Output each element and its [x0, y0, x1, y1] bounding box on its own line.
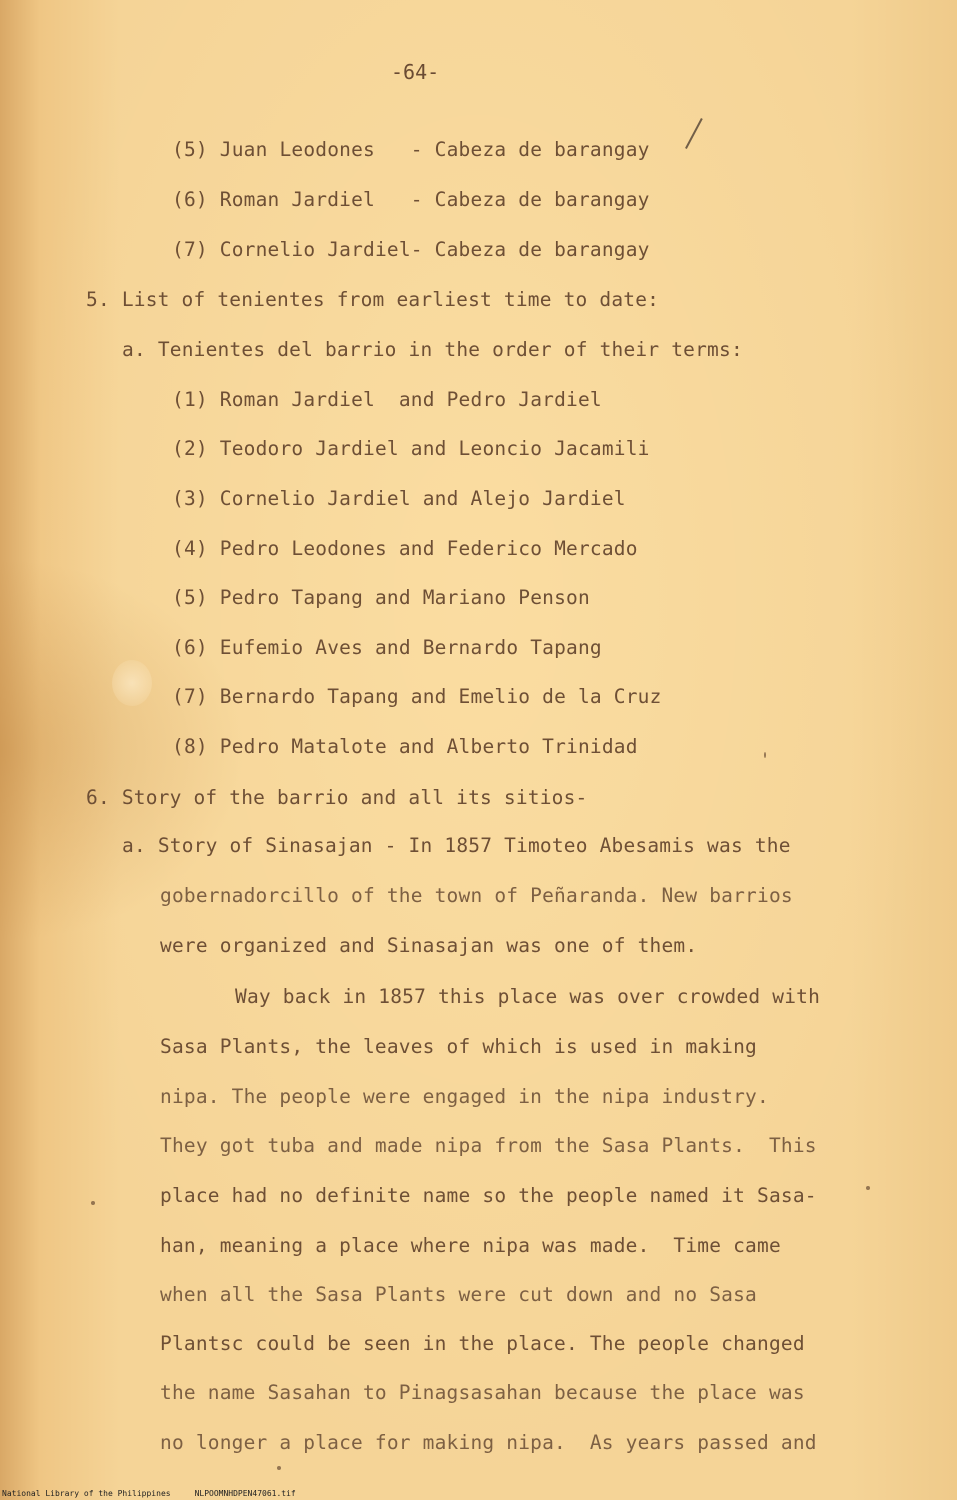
- paragraph-line-5: place had no definite name so the people named it Sasa-: [160, 1184, 817, 1207]
- teniente-item-3: (3) Cornelio Jardiel and Alejo Jardiel: [172, 487, 626, 510]
- story-line-1: a. Story of Sinasajan - In 1857 Timoteo Abesamis was the: [122, 834, 791, 857]
- cabeza-item-5: (5) Juan Leodones - Cabeza de barangay: [172, 138, 650, 161]
- paragraph-line-7: when all the Sasa Plants were cut down and no Sasa: [160, 1283, 757, 1306]
- page-number: -64-: [391, 60, 440, 84]
- scan-footer: [2, 1489, 320, 1498]
- cabeza-item-7: (7) Cornelio Jardiel- Cabeza de barangay: [172, 238, 650, 261]
- teniente-item-6: (6) Eufemio Aves and Bernardo Tapang: [172, 636, 602, 659]
- paragraph-line-6: han, meaning a place where nipa was made. Time came: [160, 1234, 781, 1257]
- teniente-item-8: (8) Pedro Matalote and Alberto Trinidad: [172, 735, 638, 758]
- paragraph-line-10: no longer a place for making nipa. As years passed and: [160, 1431, 817, 1454]
- cabeza-item-6: (6) Roman Jardiel - Cabeza de barangay: [172, 188, 650, 211]
- paper-smudge: [112, 660, 152, 706]
- paragraph-line-3: nipa. The people were engaged in the nipa industry.: [160, 1085, 769, 1108]
- teniente-item-2: (2) Teodoro Jardiel and Leoncio Jacamili: [172, 437, 650, 460]
- paragraph-line-4: They got tuba and made nipa from the Sasa Plants. This: [160, 1134, 817, 1157]
- section-5a-heading: a. Tenientes del barrio in the order of their terms:: [122, 338, 743, 361]
- teniente-item-4: (4) Pedro Leodones and Federico Mercado: [172, 537, 638, 560]
- paper-speck: [866, 1186, 870, 1190]
- paper-speck: [277, 1466, 281, 1470]
- section-6-heading: 6. Story of the barrio and all its sitios-: [86, 786, 588, 809]
- footer-file: NLPOOMNHDPEN47061.tif: [194, 1489, 296, 1498]
- paper-speck: [764, 752, 766, 758]
- paper-speck: [91, 1201, 95, 1205]
- story-line-2: gobernadorcillo of the town of Peñaranda. New barrios: [160, 884, 793, 907]
- teniente-item-1: (1) Roman Jardiel and Pedro Jardiel: [172, 388, 602, 411]
- section-5-heading: 5. List of tenientes from earliest time to date:: [86, 288, 660, 311]
- story-line-3: were organized and Sinasajan was one of them.: [160, 934, 698, 957]
- paragraph-line-8: Plantsc could be seen in the place. The people changed: [160, 1332, 805, 1355]
- paragraph-line-2: Sasa Plants, the leaves of which is used in making: [160, 1035, 757, 1058]
- paragraph-line-9: the name Sasahan to Pinagsasahan because the place was: [160, 1381, 805, 1404]
- paragraph-line-1: Way back in 1857 this place was over crowded with: [235, 985, 821, 1008]
- teniente-item-5: (5) Pedro Tapang and Mariano Penson: [172, 586, 590, 609]
- check-mark-icon: [685, 118, 703, 149]
- teniente-item-7: (7) Bernardo Tapang and Emelio de la Cruz: [172, 685, 662, 708]
- footer-library: National Library of the Philippines: [2, 1489, 171, 1498]
